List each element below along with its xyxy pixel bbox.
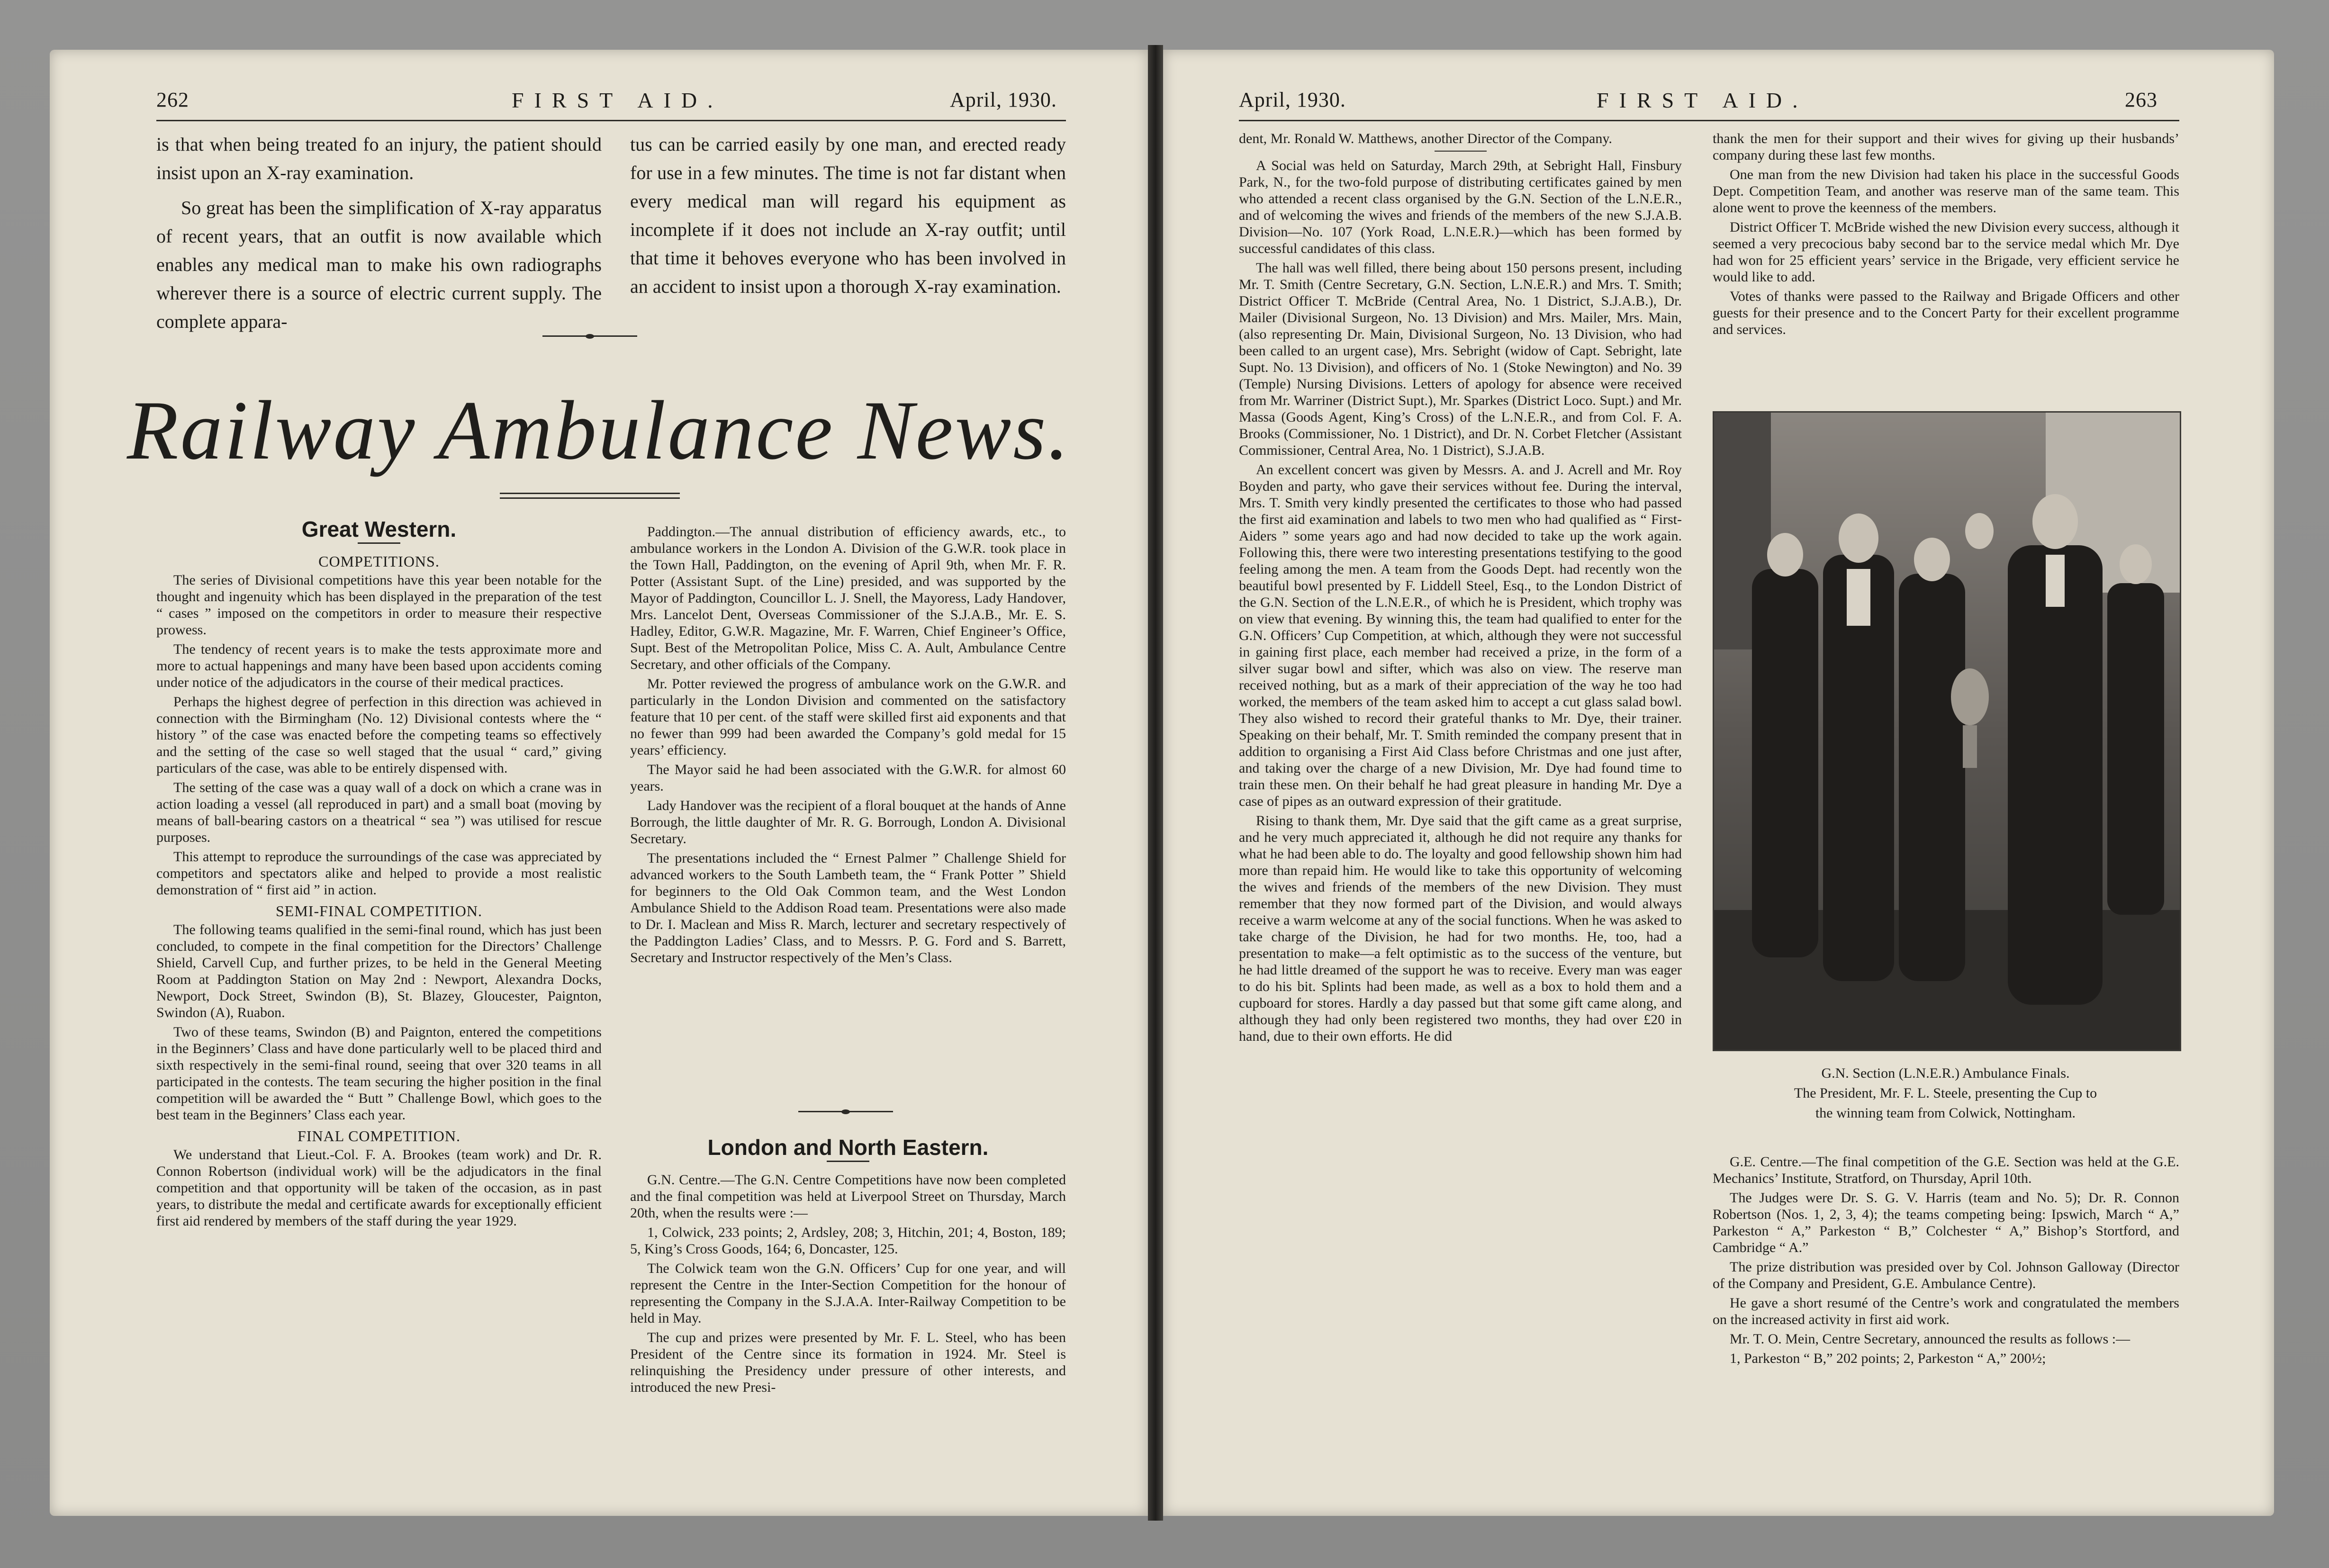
article-paragraph: Two of these teams, Swindon (B) and Paignton, entered the competitions in the Beginners’ Class and have done particularly well to be placed third and sixth respectively in the semi-final round, seeing that over 320 teams in all participated in the contests. The team securing the higher position in the final competition will be awarded the “ Butt ” Challenge Bowl, which goes to the best team in the Beginners’ Class each year.: [156, 1024, 602, 1123]
page-number-left: 262: [156, 88, 189, 111]
article-paragraph: 1, Colwick, 233 points; 2, Ardsley, 208; 3, Hitchin, 201; 4, Boston, 189; 5, King’s Cross Goods, 164; 6, Doncaster, 125.: [630, 1225, 1066, 1257]
page-number-right: 263: [2125, 88, 2157, 111]
caption-line: the winning team from Colwick, Nottingham.: [1815, 1105, 2076, 1121]
article-paragraph: District Officer T. McBride wished the new Division every success, although it seemed a very precocious baby second bar to the service medal which Mr. Dye had won for 25 efficient years’ service in the Brigade, very efficient service he would like to add.: [1713, 219, 2179, 285]
date-right: April, 1930.: [1239, 88, 1346, 111]
heading-rule: [358, 542, 400, 544]
intro-column-1: [156, 130, 602, 342]
article-paragraph: G.E. Centre.—The final competition of the G.E. Section was held at the G.E. Mechanics’ Institute, Stratford, on Thursday, April 10th.: [1713, 1154, 2179, 1186]
intro-column-2: [630, 130, 1066, 307]
header-rule-right: [1239, 120, 2179, 121]
article-paragraph: An excellent concert was given by Messrs. A. and J. Acrell and Mr. Roy Boyden and party, who gave their services without fee. During the interval, Mrs. T. Smith very kindly presented the certificates to those who had passed the first aid examination and labels to two men who had qualified as “ First-Aiders ” some years ago and had now decided to take up the work again. Following this, there were two interesting presentations testifying to the good feeling among the men. A team from the Goods Dept. had recently won the beautiful bowl presented by F. Liddell Steel, Esq., to the London District of the G.N. Section of the L.N.E.R., of which he is President, which trophy was on view that evening. By winning this, the team had qualified to enter for the G.N. Officers’ Cup Competition, at which, although they were not successful in gaining first place, each member had received a prize, in the form of a silver sugar bowl and sifter, which was also on view. The reserve man received nothing, but as a mark of their appreciation of the way he too had worked, the members of the team asked him to accept a cut glass salad bowl. They also wished to record their grateful thanks to Mr. Dye, their trainer. Speaking on their behalf, Mr. T. Smith reminded the company present that in addition to organising a First Aid Class before Christmas and one just after, and taking over the charge of a new Division, Mr. Dye had found time to train these men. On their behalf he had great pleasure in handing Mr. Dye a case of pipes as an outward expression of their gratitude.: [1239, 462, 1682, 809]
article-paragraph: Rising to thank them, Mr. Dye said that the gift came as a great surprise, and he very much appreciated it, although he did not require any thanks for what he had been able to do. The loyalty and good fellowship shown him had more than repaid him. He would like to take this opportunity of welcoming the wives and friends of the members of the new Division. They must remember that they now formed part of the Division, and would always receive a warm welcome at any of the social functions. When he was asked to take charge of the Division, he had for two months. He, too, had a presentation to make—a felt optimistic as to the success of the venture, but he had little dreamed of the support he was to receive. Every man was eager to do his bit. Splints had been made, as well as a box to hold them and a cupboard for stores. Hardly a day passed but that some gift came along, and although they had only been registered two months, they had over £20 in hand, due to their own efforts. He did: [1239, 813, 1682, 1044]
article-paragraph: The Colwick team won the G.N. Officers’ Cup for one year, and will represent the Centre in the Inter-Section Competition for the honour of representing the Company in the S.J.A.A. Inter-Railway Competition to be held in May.: [630, 1261, 1066, 1326]
book-gutter: [1148, 45, 1163, 1521]
article-paragraph: We understand that Lieut.-Col. F. A. Brookes (team work) and Dr. R. Connon Robertson (individual work) will be the adjudicators in the final competition and that opportunity will be taken of the occasion, as in past years, to distribute the medal and certificate awards for exceptionally efficient first aid rendered by members of the staff during the year 1929.: [156, 1147, 602, 1229]
ornament-dot: [586, 334, 594, 339]
great-western-column: [156, 517, 602, 1232]
article-paragraph: The setting of the case was a quay wall of a dock on which a crane was in action loading a vessel (all reproduced in part) and a small boat (moving by means of ball-bearing castors on a theatrical “ sea ”) was utilised for rescue purposes.: [156, 780, 602, 845]
article-paragraph: The following teams qualified in the semi-final round, which has just been concluded, to compete in the final competition for the Directors’ Challenge Shield, Carvell Cup, and further prizes, to be held in the General Meeting Room at Paddington Station on May 2nd : Newport, Alexandra Docks, Newport, Dock Street, Swindon (B), St. Blazey, Gloucester, Paignton, Swindon (A), Ruabon.: [156, 922, 602, 1020]
lner-heading: London and North Eastern.: [707, 1135, 989, 1160]
lner-column: [630, 1135, 1066, 1398]
title-rule: [500, 493, 680, 494]
article-paragraph: Votes of thanks were passed to the Railway and Brigade Officers and other guests for their presence and to the Concert Party for their excellent programme and services.: [1713, 288, 2179, 337]
article-paragraph: The prize distribution was presided over by Col. Johnson Galloway (Director of the Company and President, G.E. Ambulance Centre).: [1713, 1259, 2179, 1291]
caption-line: G.N. Section (L.N.E.R.) Ambulance Finals.: [1821, 1065, 2070, 1081]
semi-final-subheading: SEMI-FINAL COMPETITION.: [275, 902, 482, 919]
section-title: Railway Ambulance News.: [126, 383, 1071, 477]
heading-rule: [827, 1161, 869, 1162]
presentation-photo: [1713, 411, 2181, 1051]
photo-image: [1714, 413, 2180, 1050]
header-rule-left: [156, 120, 1066, 121]
article-paragraph: G.N. Centre.—The G.N. Centre Competitions have now been completed and the final competition was held at Liverpool Street on Thursday, March 20th, when the results were :—: [630, 1172, 1066, 1221]
article-paragraph: The presentations included the “ Ernest Palmer ” Challenge Shield for advanced workers to the South Lambeth team, the “ Frank Potter ” Shield for beginners to the Old Oak Common team, and the West London Ambulance Shield to the Addison Road team. Presentations were also made to Dr. I. Maclean and Miss R. March, lecturer and secretary respectively of the Paddington Ladies’ Class, and to Messrs. P. G. Ford and S. Barrett, Secretary and Instructor respectively of the Men’s Class.: [630, 850, 1066, 965]
article-paragraph: Mr. T. O. Mein, Centre Secretary, announced the results as follows :—: [1730, 1331, 2130, 1347]
photo-caption: [1713, 1063, 2178, 1123]
article-paragraph: Mr. Potter reviewed the progress of ambulance work on the G.W.R. and particularly in the London Division and commented on the satisfactory feature that 10 per cent. of the staff were skilled first aid exponents and that no fewer than 999 had been awarded the Company’s gold medal for 15 years’ efficiency.: [630, 676, 1066, 758]
article-paragraph: This attempt to reproduce the surroundings of the case was appreciated by competitors and spectators alike and helped to provide a most realistic demonstration of “ first aid ” in action.: [156, 849, 602, 898]
article-paragraph: The Judges were Dr. S. G. V. Harris (team and No. 5); Dr. R. Connon Robertson (Nos. 1, 2, 3, 4); the teams competing being: Ipswich, March “ A,” Parkeston “ A,” Parkeston “ B,” Colchester “ A,” Bishop’s Stortford, and Cambridge “ A.”: [1713, 1190, 2179, 1255]
article-paragraph: Lady Handover was the recipient of a floral bouquet at the hands of Anne Borrough, the little daughter of Mr. R. G. Borrough, London A. Divisional Secretary.: [630, 798, 1066, 847]
intro-paragraph: is that when being treated fo an injury, the patient should insist upon an X-ray examination.: [156, 134, 602, 183]
article-paragraph: A Social was held on Saturday, March 29th, at Sebright Hall, Finsbury Park, N., for the two-fold purpose of distributing certificates gained by men who attended a recent class organised by the G.N. Section of the L.N.E.R., and of welcoming the wives and friends of the members of the new S.J.A.B. Division—No. 107 (York Road, L.N.E.R.)—which has been formed by successful candidates of this class.: [1239, 158, 1682, 256]
competitions-subheading: COMPETITIONS.: [318, 553, 440, 570]
ge-centre-column: [1713, 1153, 2179, 1370]
paddington-column: [630, 523, 1066, 969]
article-paragraph: thank the men for their support and their wives for giving up their husbands’ company during these last few months.: [1713, 131, 2179, 163]
date-left: April, 1930.: [950, 88, 1057, 111]
final-subheading: FINAL COMPETITION.: [298, 1127, 460, 1144]
article-paragraph: The hall was well filled, there being about 150 persons present, including Mr. T. Smith (Centre Secretary, G.N. Section, L.N.E.R.) and Mrs. T. Smith; District Officer T. McBride (Central Area, No. 1 District, S.J.A.B.), Dr. Mailer (Divisional Surgeon, No. 13 Division) and Mrs. Mailer, Mrs. Main, (also representing Dr. Main, Divisional Surgeon, No. 13 Division, who had been called to an urgent case), Mrs. Sebright (widow of Capt. Sebright, late Supt. No. 13 Division), and officers of No. 1 (Stoke Newington) and No. 39 (Temple) Nursing Divisions. Letters of apology for absence were received from Mr. Warriner (District Supt.), Mr. Sparkes (District Loco. Supt.) and Mr. Massa (Goods Agent, King’s Cross) of the L.N.E.R., and from Col. F. A. Brooks (Commissioner, No. 1 District), and Dr. N. Corbet Fletcher (Assistant Commissioner, Central Area, No. 1 District), S.J.A.B.: [1239, 260, 1682, 458]
article-paragraph: The series of Divisional competitions have this year been notable for the thought and ingenuity which has been displayed in the preparation of the test “ cases ” imposed on the competitors in order to measure their respective prowess.: [156, 572, 602, 638]
title-rule: [500, 497, 680, 499]
left-page: [50, 50, 1148, 1516]
masthead-left: FIRST AID.: [512, 88, 723, 112]
article-paragraph: dent, Mr. Ronald W. Matthews, another Director of the Company.: [1239, 131, 1612, 146]
article-paragraph: The tendency of recent years is to make the tests approximate more and more to actual happenings and many have been based upon accidents coming under notice of the adjudicators in the course of their medical practices.: [156, 641, 602, 690]
ornament-dot: [841, 1109, 850, 1114]
article-paragraph: The Mayor said he had been associated with the G.W.R. for almost 60 years.: [630, 762, 1066, 794]
right-page: [1163, 50, 2274, 1516]
article-paragraph: Paddington.—The annual distribution of efficiency awards, etc., to ambulance workers in the London A. Division of the G.W.R. took place in the Town Hall, Paddington, on the evening of April 9th, when Mr. F. R. Potter (Assistant Supt. of the Line) presided, and was supported by the Mayor of Paddington, Councillor L. J. Snell, the Mayoress, Lady Handover, Mrs. Lancelot Dent, Overseas Commissioner of the S.J.A.B., Mr. E. S. Hadley, Editor, G.W.R. Magazine, Mr. F. Warren, Chief Engineer’s Office, Supt. Best of the Metropolitan Police, Miss C. A. Ault, Ambulance Centre Secretary, and other officials of the Company.: [630, 524, 1066, 672]
article-paragraph: 1, Parkeston “ B,” 202 points; 2, Parkeston “ A,” 200½;: [1730, 1351, 2046, 1366]
article-paragraph: Perhaps the highest degree of perfection in this direction was achieved in connection with the Birmingham (No. 12) Divisional contests where the “ history ” of the case was enacted before the competing teams so effectively and the setting of the case so well staged that the usual “ card,” giving particulars of the case, was able to be entirely dispensed with.: [156, 694, 602, 776]
caption-line: The President, Mr. F. L. Steele, presenting the Cup to: [1794, 1085, 2097, 1101]
article-paragraph: One man from the new Division had taken his place in the successful Goods Dept. Competition Team, and another was reserve man of the same team. This alone went to prove the keenness of the members.: [1713, 167, 2179, 216]
masthead-right: FIRST AID.: [1597, 88, 1808, 112]
social-column: [1239, 130, 1682, 1047]
article-paragraph: He gave a short resumé of the Centre’s work and congratulated the members on the increased activity in first aid work.: [1713, 1295, 2179, 1327]
intro-paragraph: So great has been the simplification of X-ray apparatus of recent years, that an outfit is now available which enables any medical man to make his own radiographs wherever there is a source of electric current supply. The complete appara-: [156, 197, 602, 332]
right-column-top: [1713, 130, 2179, 341]
intro-paragraph: tus can be carried easily by one man, and erected ready for use in a few minutes. The time is not far distant when every medical man will regard his equipment as incomplete if it does not include an X-ray outfit; until that time it behoves everyone who has been involved in an accident to insist upon a thorough X-ray examination.: [630, 134, 1066, 297]
separator-rule: [1435, 151, 1487, 152]
great-western-heading: Great Western.: [301, 517, 457, 541]
article-paragraph: The cup and prizes were presented by Mr. F. L. Steel, who has been President of the Centre since its formation in 1924. Mr. Steel is relinquishing the Presidency under pressure of other interests, and introduced the new Presi-: [630, 1330, 1066, 1395]
